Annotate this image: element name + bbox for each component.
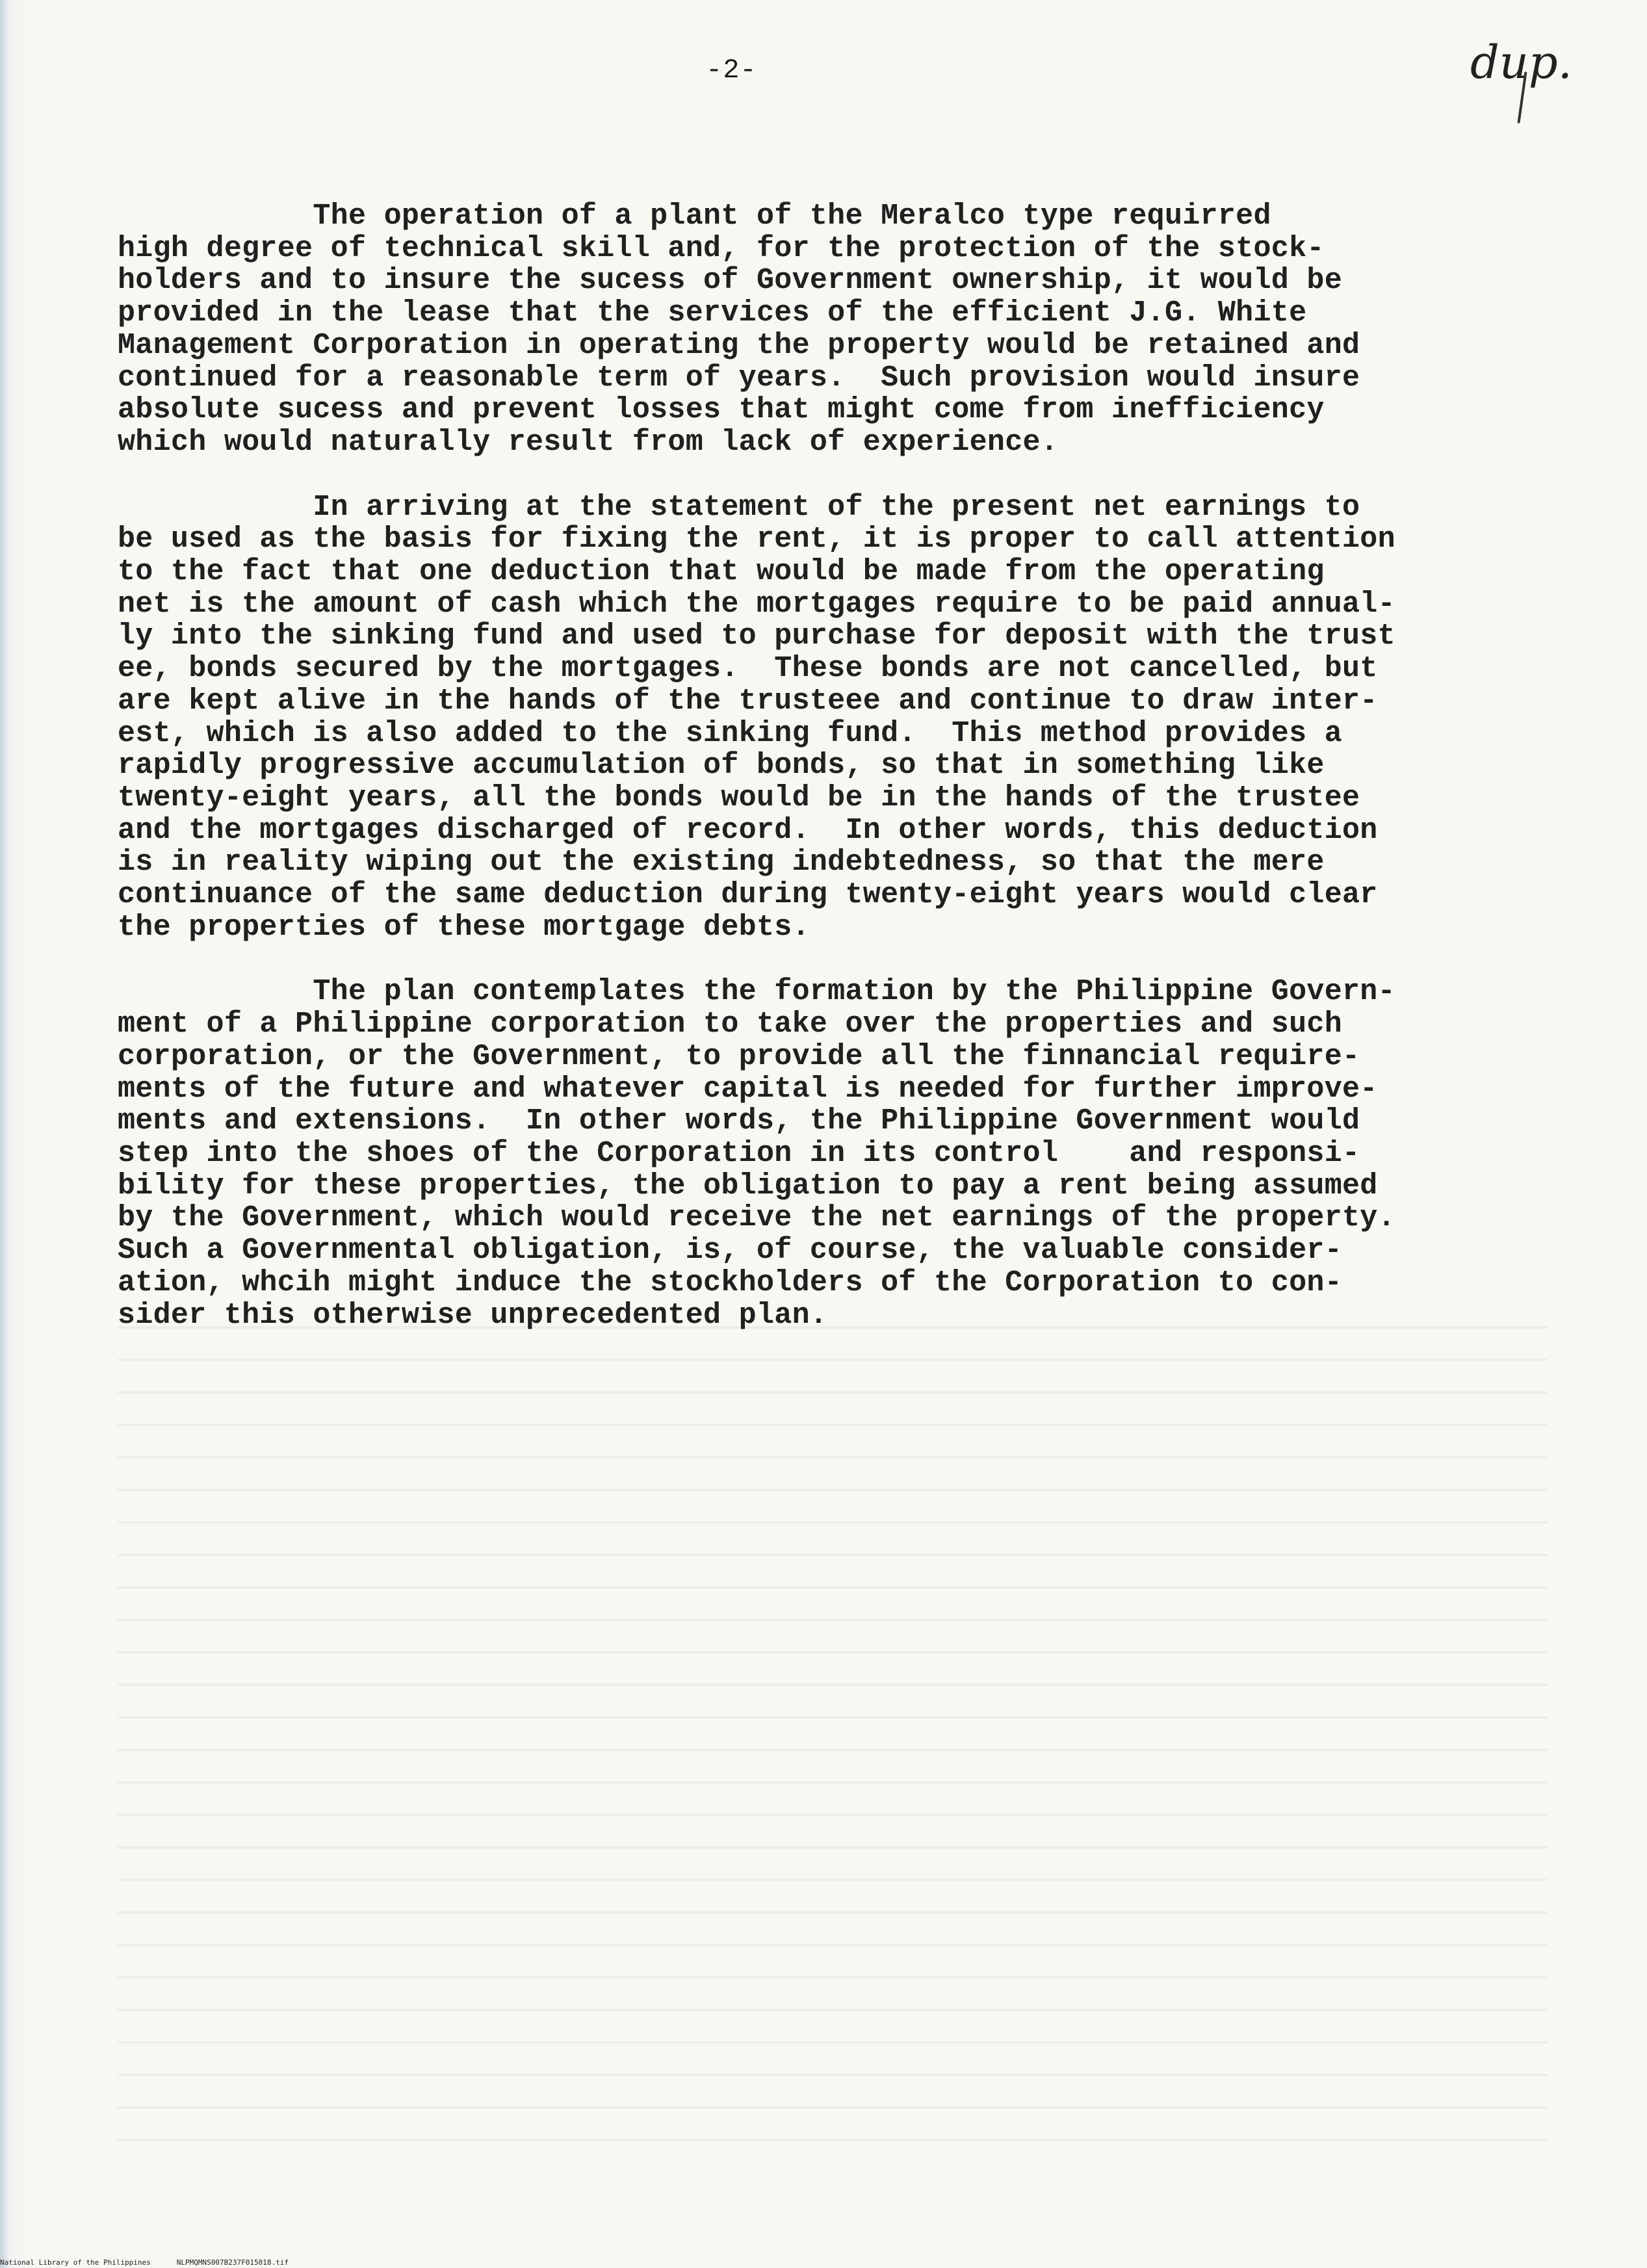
text-line: rapidly progressive accumulation of bonds, so that in something like [118,749,1325,783]
handwritten-annotation: dup. [1470,36,1572,89]
text-line: high degree of technical skill and, for the protection of the stock- [118,231,1325,265]
text-line: be used as the basis for fixing the rent, it is proper to call attention [118,523,1395,556]
text-line: provided in the lease that the services of the efficient J.G. White [118,296,1307,330]
text-line: sider this otherwise unprecedented plan. [118,1298,828,1332]
text-line: holders and to insure the sucess of Government ownership, it would be [118,264,1343,298]
text-line: est, which is also added to the sinking fund. This method provides a [118,716,1343,750]
paragraph-operation [118,200,1606,459]
scan-edge [0,0,9,2268]
text-line: corporation, or the Government, to provide all the finnancial require- [118,1039,1360,1073]
text-line: ments and extensions. In other words, the Philippine Government would [118,1104,1360,1138]
text-line: and the mortgages discharged of record. In other words, this deduction [118,813,1378,847]
text-line: which would naturally result from lack of experience. [118,425,1059,459]
text-line: net is the amount of cash which the mortgages require to be paid annual- [118,587,1395,621]
text-line: continuance of the same deduction during twenty-eight years would clear [118,878,1378,912]
text-line: the properties of these mortgage debts. [118,910,810,944]
text-line: absolute sucess and prevent losses that might come from inefficiency [118,393,1325,427]
text-line: bility for these properties, the obligation to pay a rent being assumed [118,1169,1378,1203]
bleed-through-text [118,1307,1548,2152]
text-line: Management Corporation in operating the property would be retained and [118,328,1360,362]
text-line: ments of the future and whatever capital is needed for further improve- [118,1072,1378,1106]
text-line: Such a Governmental obligation, is, of course, the valuable consider- [118,1234,1343,1268]
document-body [118,200,1606,1364]
text-line: by the Government, which would receive the net earnings of the property. [118,1201,1395,1235]
text-line: to the fact that one deduction that would be made from the operating [118,555,1325,589]
text-line: In arriving at the statement of the present net earnings to [118,490,1360,524]
text-line: The operation of a plant of the Meralco type requirred [118,200,1271,233]
paragraph-plan [118,976,1606,1331]
text-line: ment of a Philippine corporation to take over the properties and such [118,1008,1343,1041]
text-line: step into the shoes of the Corporation in its control and responsi- [118,1136,1360,1170]
text-line: twenty-eight years, all the bonds would be in the hands of the trustee [118,781,1360,815]
paragraph-net-earnings [118,491,1606,944]
footer-file-id: NLPMQMNS007B237F015018.tif [176,2258,289,2267]
text-line: ly into the sinking fund and used to purchase for deposit with the trust [118,619,1395,653]
text-line: are kept alive in the hands of the trusteee and continue to draw inter- [118,684,1378,718]
text-line: The plan contemplates the formation by the Philippine Govern- [118,975,1395,1009]
text-line: continued for a reasonable term of years. Such provision would insure [118,361,1360,395]
page-number: -2- [706,55,757,86]
text-line: ee, bonds secured by the mortgages. These bonds are not cancelled, but [118,652,1378,686]
text-line: is in reality wiping out the existing indebtedness, so that the mere [118,846,1325,880]
text-line: ation, whcih might induce the stockholders of the Corporation to con- [118,1266,1343,1299]
scan-footer [0,2258,315,2267]
footer-library: National Library of the Philippines [0,2258,151,2267]
